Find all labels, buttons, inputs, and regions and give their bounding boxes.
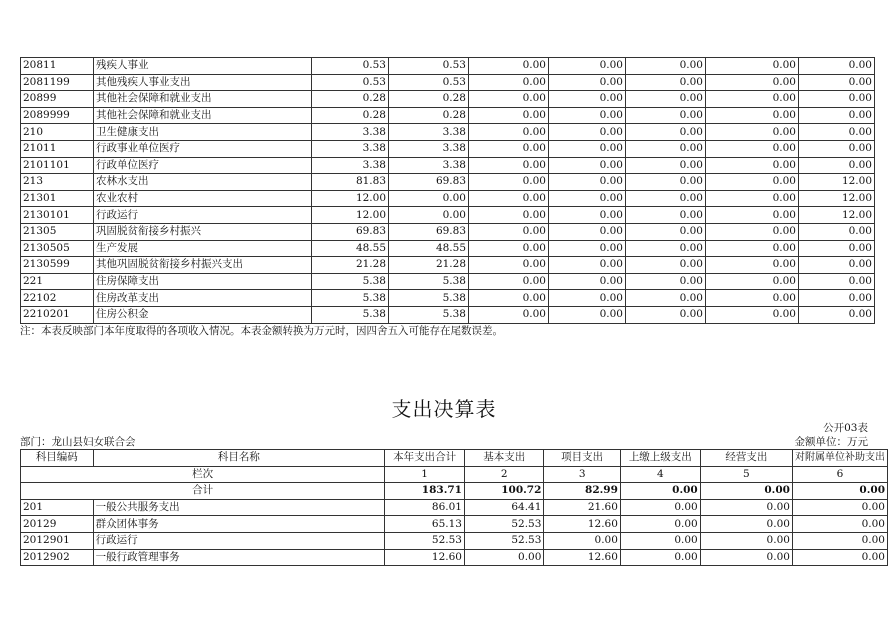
amount-cell: 0.00 (549, 190, 626, 207)
amount-cell: 0.00 (469, 223, 549, 240)
header-cell: 经营支出 (700, 450, 792, 467)
table-row (21, 240, 875, 257)
subject-code: 2130505 (21, 240, 94, 257)
subject-code: 2130101 (21, 207, 94, 224)
amount-cell: 0.00 (469, 257, 549, 274)
amount-cell: 0.00 (706, 207, 799, 224)
subject-code: 221 (21, 273, 94, 290)
amount-cell: 48.55 (312, 240, 389, 257)
amount-cell: 0.00 (469, 107, 549, 124)
column-number: 3 (544, 466, 621, 483)
amount-cell: 0.00 (706, 58, 799, 75)
amount-cell: 12.00 (799, 190, 875, 207)
amount-cell: 0.00 (544, 532, 621, 549)
subject-name: 群众团体事务 (93, 516, 385, 533)
amount-cell: 0.00 (706, 91, 799, 108)
subject-name: 一般公共服务支出 (93, 499, 385, 516)
subject-code: 21301 (21, 190, 94, 207)
table-row (21, 190, 875, 207)
subject-name: 生产发展 (94, 240, 312, 257)
column-number: 5 (700, 466, 792, 483)
amount-cell: 81.83 (312, 174, 389, 191)
total-value: 0.00 (792, 483, 887, 500)
income-table-continued (20, 57, 875, 324)
subject-name: 卫生健康支出 (94, 124, 312, 141)
table-row (21, 91, 875, 108)
amount-cell: 5.38 (312, 306, 389, 323)
amount-cell: 0.00 (706, 174, 799, 191)
amount-cell: 0.00 (799, 306, 875, 323)
header-cell: 基本支出 (464, 450, 543, 467)
amount-cell: 5.38 (312, 290, 389, 307)
subject-name: 其他巩固脱贫衔接乡村振兴支出 (94, 257, 312, 274)
amount-cell: 52.53 (385, 532, 465, 549)
amount-cell: 0.00 (706, 107, 799, 124)
amount-cell: 0.00 (549, 58, 626, 75)
amount-cell: 0.28 (389, 107, 469, 124)
expense-table (20, 449, 888, 566)
header-cell: 上缴上级支出 (620, 450, 700, 467)
amount-cell: 21.28 (389, 257, 469, 274)
amount-cell: 69.83 (312, 223, 389, 240)
amount-cell: 0.00 (706, 306, 799, 323)
subject-code: 20129 (21, 516, 94, 533)
amount-cell: 0.00 (706, 74, 799, 91)
amount-cell: 0.00 (626, 157, 706, 174)
total-row (21, 483, 888, 500)
amount-cell: 5.38 (312, 273, 389, 290)
amount-cell: 48.55 (389, 240, 469, 257)
amount-cell: 0.00 (469, 58, 549, 75)
amount-cell: 0.00 (620, 549, 700, 566)
amount-cell: 0.00 (469, 290, 549, 307)
amount-cell: 0.00 (469, 240, 549, 257)
amount-cell: 12.00 (312, 190, 389, 207)
amount-cell: 0.00 (464, 549, 543, 566)
total-value: 0.00 (620, 483, 700, 500)
table-row (21, 58, 875, 75)
subject-code: 2081199 (21, 74, 94, 91)
amount-cell: 0.28 (312, 91, 389, 108)
amount-cell: 0.00 (389, 207, 469, 224)
amount-cell: 65.13 (385, 516, 465, 533)
subject-code: 210 (21, 124, 94, 141)
subject-name: 残疾人事业 (94, 58, 312, 75)
amount-cell: 0.00 (700, 549, 792, 566)
subject-code: 2130599 (21, 257, 94, 274)
subject-code: 2089999 (21, 107, 94, 124)
amount-cell: 0.00 (626, 74, 706, 91)
subject-name: 农林水支出 (94, 174, 312, 191)
amount-cell: 0.00 (626, 140, 706, 157)
amount-cell: 3.38 (389, 124, 469, 141)
header-cell: 项目支出 (544, 450, 621, 467)
subject-name: 其他残疾人事业支出 (94, 74, 312, 91)
amount-cell: 0.00 (549, 107, 626, 124)
amount-cell: 3.38 (312, 157, 389, 174)
subject-name: 行政运行 (94, 207, 312, 224)
table-row (21, 273, 875, 290)
amount-cell: 0.00 (792, 532, 887, 549)
amount-cell: 3.38 (389, 140, 469, 157)
total-label: 合计 (21, 483, 385, 500)
amount-cell: 0.00 (549, 240, 626, 257)
amount-cell: 21.60 (544, 499, 621, 516)
header-cell: 科目名称 (93, 450, 385, 467)
subject-code: 22102 (21, 290, 94, 307)
table-row (21, 290, 875, 307)
amount-cell: 0.00 (799, 74, 875, 91)
amount-cell: 0.00 (706, 223, 799, 240)
amount-cell: 0.00 (549, 257, 626, 274)
amount-cell: 0.00 (706, 140, 799, 157)
subject-name: 行政运行 (93, 532, 385, 549)
column-label: 栏次 (21, 466, 385, 483)
amount-cell: 0.00 (626, 223, 706, 240)
table-footnote: 注：本表反映部门本年度取得的各项收入情况。本表金额转换为万元时，因四舍五入可能存在尾数误差。 (20, 325, 503, 337)
amount-cell: 0.00 (706, 157, 799, 174)
amount-cell: 86.01 (385, 499, 465, 516)
amount-cell: 0.00 (620, 499, 700, 516)
table-row (21, 174, 875, 191)
amount-cell: 0.00 (626, 240, 706, 257)
subject-code: 21011 (21, 140, 94, 157)
amount-cell: 0.00 (626, 190, 706, 207)
amount-cell: 0.00 (469, 91, 549, 108)
subject-code: 213 (21, 174, 94, 191)
table-row (21, 499, 888, 516)
amount-cell: 0.00 (469, 207, 549, 224)
amount-cell: 0.00 (626, 58, 706, 75)
amount-cell: 0.00 (469, 157, 549, 174)
amount-cell: 0.00 (706, 290, 799, 307)
subject-name: 一般行政管理事务 (93, 549, 385, 566)
total-value: 183.71 (385, 483, 465, 500)
amount-cell: 0.00 (799, 58, 875, 75)
amount-cell: 0.00 (549, 91, 626, 108)
table-row (21, 223, 875, 240)
subject-name: 行政单位医疗 (94, 157, 312, 174)
amount-cell: 12.60 (544, 549, 621, 566)
amount-cell: 0.00 (549, 223, 626, 240)
amount-cell: 0.00 (549, 157, 626, 174)
subject-code: 20899 (21, 91, 94, 108)
amount-cell: 12.00 (799, 174, 875, 191)
amount-cell: 0.00 (469, 306, 549, 323)
subject-name: 巩固脱贫衔接乡村振兴 (94, 223, 312, 240)
amount-cell: 0.00 (700, 516, 792, 533)
amount-cell: 12.60 (544, 516, 621, 533)
amount-cell: 0.00 (626, 207, 706, 224)
column-number-row (21, 466, 888, 483)
unit-label: 金额单位：万元 (794, 436, 868, 448)
table-row (21, 207, 875, 224)
amount-cell: 0.00 (626, 124, 706, 141)
table-row (21, 140, 875, 157)
table-row (21, 532, 888, 549)
header-cell: 科目编码 (21, 450, 94, 467)
column-number: 4 (620, 466, 700, 483)
amount-cell: 0.00 (799, 91, 875, 108)
amount-cell: 0.00 (799, 257, 875, 274)
subject-code: 2012901 (21, 532, 94, 549)
amount-cell: 3.38 (312, 124, 389, 141)
amount-cell: 5.38 (389, 290, 469, 307)
amount-cell: 0.00 (799, 140, 875, 157)
amount-cell: 5.38 (389, 273, 469, 290)
form-number: 公开03表 (823, 422, 868, 434)
amount-cell: 0.53 (389, 74, 469, 91)
amount-cell: 0.00 (700, 532, 792, 549)
subject-name: 住房保障支出 (94, 273, 312, 290)
subject-name: 其他社会保障和就业支出 (94, 91, 312, 108)
amount-cell: 0.00 (792, 499, 887, 516)
amount-cell: 0.00 (549, 290, 626, 307)
amount-cell: 0.00 (626, 174, 706, 191)
amount-cell: 69.83 (389, 223, 469, 240)
amount-cell: 0.00 (799, 273, 875, 290)
table-row (21, 306, 875, 323)
amount-cell: 0.00 (700, 499, 792, 516)
subject-name: 农业农村 (94, 190, 312, 207)
amount-cell: 0.00 (549, 306, 626, 323)
table-row (21, 157, 875, 174)
amount-cell: 0.00 (706, 240, 799, 257)
amount-cell: 64.41 (464, 499, 543, 516)
subject-code: 2012902 (21, 549, 94, 566)
table-row (21, 107, 875, 124)
column-number: 6 (792, 466, 887, 483)
amount-cell: 0.00 (626, 273, 706, 290)
amount-cell: 0.00 (792, 516, 887, 533)
subject-code: 2101101 (21, 157, 94, 174)
amount-cell: 52.53 (464, 532, 543, 549)
amount-cell: 0.00 (799, 240, 875, 257)
amount-cell: 0.00 (626, 290, 706, 307)
amount-cell: 0.00 (549, 140, 626, 157)
amount-cell: 21.28 (312, 257, 389, 274)
total-value: 100.72 (464, 483, 543, 500)
amount-cell: 3.38 (389, 157, 469, 174)
amount-cell: 0.00 (469, 124, 549, 141)
amount-cell: 0.00 (626, 257, 706, 274)
amount-cell: 0.00 (799, 124, 875, 141)
amount-cell: 0.00 (792, 549, 887, 566)
amount-cell: 0.00 (549, 273, 626, 290)
amount-cell: 69.83 (389, 174, 469, 191)
amount-cell: 5.38 (389, 306, 469, 323)
subject-name: 住房改革支出 (94, 290, 312, 307)
amount-cell: 0.28 (389, 91, 469, 108)
amount-cell: 0.00 (706, 124, 799, 141)
subject-code: 20811 (21, 58, 94, 75)
amount-cell: 0.00 (549, 74, 626, 91)
amount-cell: 0.53 (312, 74, 389, 91)
amount-cell: 0.00 (469, 190, 549, 207)
column-number: 2 (464, 466, 543, 483)
column-number: 1 (385, 466, 465, 483)
amount-cell: 3.38 (312, 140, 389, 157)
table-row (21, 74, 875, 91)
amount-cell: 0.00 (626, 107, 706, 124)
amount-cell: 0.00 (549, 124, 626, 141)
amount-cell: 0.53 (389, 58, 469, 75)
amount-cell: 0.00 (549, 207, 626, 224)
amount-cell: 0.00 (620, 516, 700, 533)
table-row (21, 516, 888, 533)
subject-code: 21305 (21, 223, 94, 240)
total-value: 0.00 (700, 483, 792, 500)
amount-cell: 0.28 (312, 107, 389, 124)
amount-cell: 0.00 (626, 306, 706, 323)
department-label: 部门：龙山县妇女联合会 (20, 436, 136, 448)
amount-cell: 0.00 (469, 74, 549, 91)
amount-cell: 12.60 (385, 549, 465, 566)
amount-cell: 0.53 (312, 58, 389, 75)
subject-name: 其他社会保障和就业支出 (94, 107, 312, 124)
amount-cell: 12.00 (312, 207, 389, 224)
page-title: 支出决算表 (391, 397, 497, 421)
amount-cell: 0.00 (799, 107, 875, 124)
header-row (21, 450, 888, 467)
amount-cell: 0.00 (620, 532, 700, 549)
amount-cell: 0.00 (799, 223, 875, 240)
amount-cell: 0.00 (389, 190, 469, 207)
amount-cell: 0.00 (799, 157, 875, 174)
amount-cell: 0.00 (799, 290, 875, 307)
amount-cell: 52.53 (464, 516, 543, 533)
amount-cell: 0.00 (469, 174, 549, 191)
amount-cell: 0.00 (469, 273, 549, 290)
table-row (21, 549, 888, 566)
amount-cell: 0.00 (469, 140, 549, 157)
amount-cell: 0.00 (706, 257, 799, 274)
amount-cell: 0.00 (549, 174, 626, 191)
subject-code: 2210201 (21, 306, 94, 323)
header-cell: 本年支出合计 (385, 450, 465, 467)
amount-cell: 12.00 (799, 207, 875, 224)
amount-cell: 0.00 (706, 190, 799, 207)
amount-cell: 0.00 (706, 273, 799, 290)
table-row (21, 124, 875, 141)
header-cell: 对附属单位补助支出 (792, 450, 887, 467)
subject-code: 201 (21, 499, 94, 516)
table-row (21, 257, 875, 274)
total-value: 82.99 (544, 483, 621, 500)
subject-name: 住房公积金 (94, 306, 312, 323)
amount-cell: 0.00 (626, 91, 706, 108)
subject-name: 行政事业单位医疗 (94, 140, 312, 157)
